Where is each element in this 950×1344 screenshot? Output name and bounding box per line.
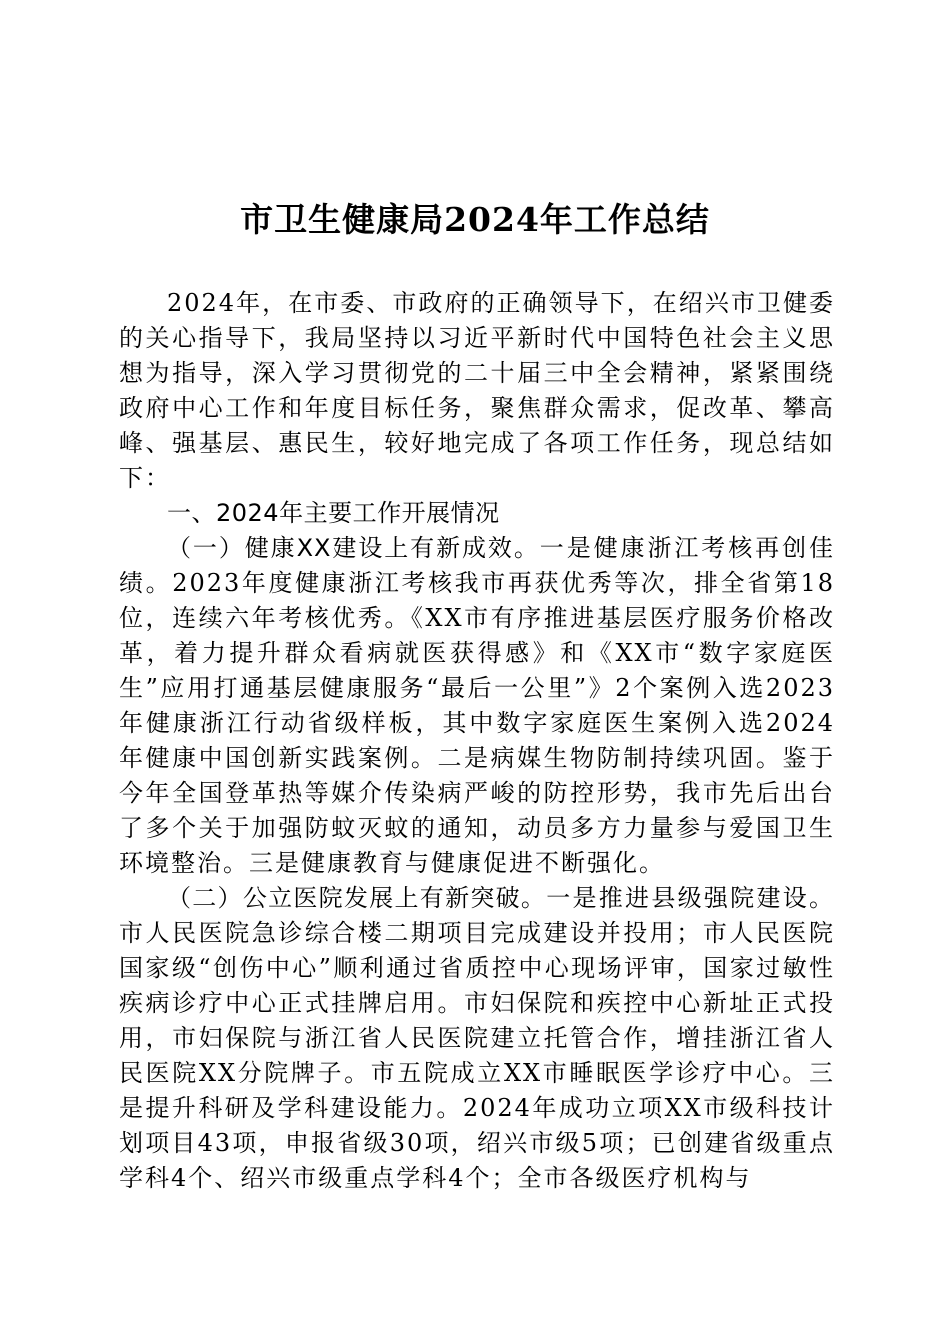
subsection-2-text: 一是推进县级强院建设。市人民医院急诊综合楼二期项目完成建设并投用；市人民医院国家级“创伤中心”顺利通过省质控中心现场评审，国家过敏性疾病诊疗中心正式挂牌启用。市妇保院和疾控中心新址正式投用，市妇保院与浙江省人民医院建立托管合作，增挂浙江省人民医院XX分院牌子。市五院成立XX市睡眠医学诊疗中心。三是提升科研及学科建设能力。2024年成功立项XX市级科技计划项目43项，申报省级30项，绍兴市级5项；已创建省级重点学科4个、绍兴市级重点学科4个；全市各级医疗机构与 [119,884,836,1192]
document-body [119,286,835,1196]
document-title: 市卫生健康局2024年工作总结 [240,200,710,239]
intro-paragraph: 2024年，在市委、市政府的正确领导下，在绍兴市卫健委的关心指导下，我局坚持以习近平新时代中国特色社会主义思想为指导，深入学习贯彻党的二十届三中全会精神，紧紧围绕政府中心工作和年度目标任务，聚焦群众需求，促改革、攀高峰、强基层、惠民生，较好地完成了各项工作任务，现总结如下： [119,289,835,492]
subsection-2-heading: （二）公立医院发展上有新突破。 [167,884,547,912]
subsection-1-text: 一是健康浙江考核再创佳绩。2023年度健康浙江考核我市再获优秀等次，排全省第18位，连续六年考核优秀。《XX市有序推进基层医疗服务价格改革，着力提升群众看病就医获得感》和《XX市“数字家庭医生”应用打通基层健康服务“最后一公里”》2个案例入选2023年健康浙江行动省级样板，其中数字家庭医生案例入选2024年健康中国创新实践案例。二是病媒生物防制持续巩固。鉴于今年全国登革热等媒介传染病严峻的防控形势，我市先后出台了多个关于加强防蚊灭蚊的通知，动员多方力量参与爱国卫生环境整治。三是健康教育与健康促进不断强化。 [119,534,835,877]
subsection-1-heading: （一）健康XX建设上有新成效。 [167,534,540,562]
subsection-1-paragraph [119,531,835,881]
subsection-2-paragraph [119,881,835,1196]
section-heading: 一、2024年主要工作开展情况 [167,499,500,527]
